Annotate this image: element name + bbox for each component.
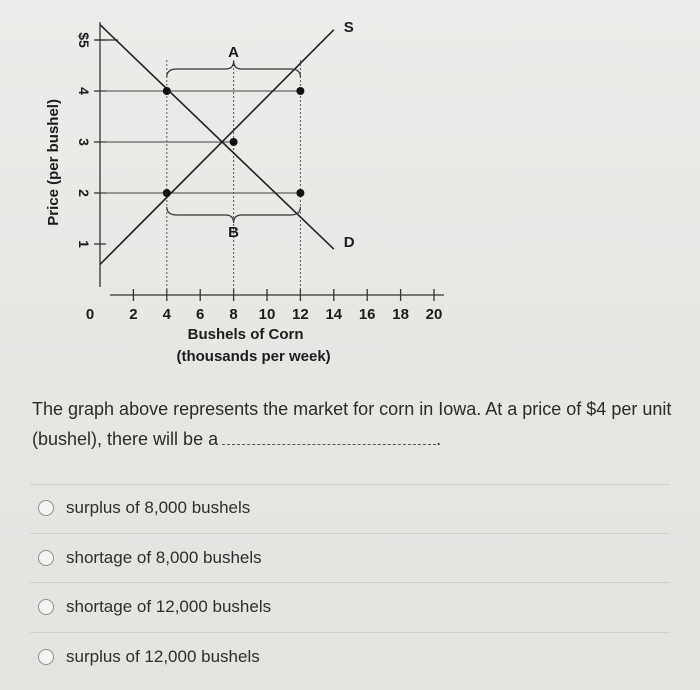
x-tick-label: 8 [229, 306, 238, 323]
y-axis-title: Price (per bushel) [45, 99, 62, 226]
x-tick-label: 18 [392, 306, 409, 323]
radio-button[interactable] [38, 649, 54, 665]
y-tick-label: 3 [76, 138, 92, 146]
x-tick-label: 20 [425, 306, 443, 323]
option-surplus-8000[interactable] [38, 493, 250, 523]
question-prompt: The graph above represents the market for corn in Iowa. At a price of $4 per unit (bushel), there will be a [32, 399, 672, 449]
x-axis-subtitle: (thousands per week) [176, 348, 331, 365]
data-point [296, 87, 304, 95]
question-text: The graph above represents the market for corn in Iowa. At a price of $4 per unit (bushel), there will be a . [32, 399, 672, 449]
x-axis-title: Bushels of Corn [187, 326, 304, 343]
supply-curve [100, 30, 334, 265]
x-tick-label: 2 [129, 306, 138, 323]
data-point [230, 138, 238, 146]
x-tick-label: 16 [358, 306, 376, 323]
option-shortage-12000[interactable] [38, 592, 271, 622]
option-shortage-8000[interactable] [38, 543, 262, 573]
x-tick-label: 14 [325, 306, 343, 323]
option-label: shortage of 8,000 bushels [66, 548, 262, 567]
divider [30, 632, 670, 633]
option-label: shortage of 12,000 bushels [66, 597, 272, 616]
option-label: surplus of 12,000 bushels [66, 647, 260, 666]
x-tick-label: 0 [85, 306, 95, 323]
data-point [163, 189, 171, 197]
divider [30, 484, 670, 485]
x-tick-label: 4 [162, 306, 171, 323]
supply-label: S [343, 18, 354, 36]
y-tick-label: 4 [76, 87, 92, 95]
demand-label: D [343, 234, 355, 252]
y-tick-label: 2 [76, 189, 92, 197]
y-tick-label: 1 [76, 240, 92, 248]
data-point [296, 189, 304, 197]
label-a: A [228, 44, 240, 61]
y-tick-label: $5 [76, 32, 92, 48]
label-b: B [228, 224, 240, 241]
x-tick-label: 10 [258, 306, 276, 323]
option-label: surplus of 8,000 bushels [66, 498, 251, 517]
radio-button[interactable] [38, 500, 54, 516]
divider [30, 582, 670, 583]
data-point [163, 87, 171, 95]
x-tick-label: 12 [292, 306, 309, 323]
x-tick-label: 6 [196, 306, 205, 323]
divider [30, 533, 670, 534]
answer-blank [222, 430, 436, 445]
radio-button[interactable] [38, 599, 54, 615]
option-surplus-12000[interactable] [38, 642, 260, 672]
radio-button[interactable] [38, 550, 54, 566]
